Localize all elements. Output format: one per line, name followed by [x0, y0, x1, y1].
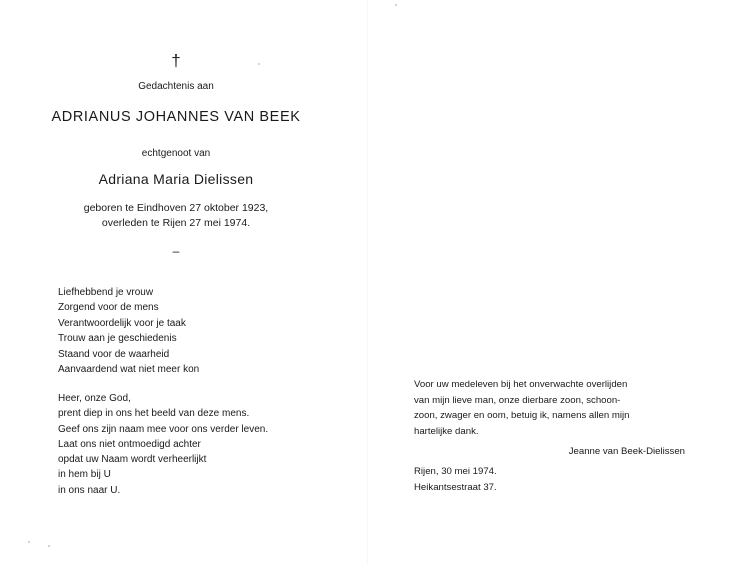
prayer-line: Heer, onze God, — [58, 393, 131, 404]
place-date: Rijen, 30 mei 1974. — [414, 466, 497, 477]
spouse-name: Adriana Maria Dielissen — [98, 171, 254, 187]
signature: Jeanne van Beek-Dielissen — [568, 446, 685, 457]
relation-text: echtgenoot van — [141, 148, 211, 159]
deceased-name: ADRIANUS JOHANNES VAN BEEK — [51, 109, 301, 125]
address: Heikantsestraat 37. — [414, 482, 497, 493]
paper-speck — [395, 4, 397, 6]
separator-dash: – — [172, 244, 180, 258]
prayer-line: in ons naar U. — [58, 484, 121, 496]
thanks-message — [414, 377, 629, 439]
prayer-line: in hem bij U — [58, 469, 111, 481]
poem-line: Staand voor de waarheid — [58, 348, 170, 360]
poem-line: Verantwoordelijk voor je taak — [58, 317, 186, 329]
cross-symbol: † — [171, 51, 181, 70]
paper-speck — [48, 545, 50, 547]
prayer — [58, 391, 268, 498]
paper-speck — [258, 63, 260, 65]
thanks-line: hartelijke dank. — [414, 425, 479, 437]
paper-speck — [28, 541, 30, 543]
thanks-line: van mijn lieve man, onze dierbare zoon, schoon- — [414, 394, 621, 406]
intro-text: Gedachtenis aan — [138, 81, 214, 92]
death-line: overleden te Rijen 27 mei 1974. — [101, 217, 251, 229]
poem-line: Liefhebbend je vrouw — [58, 287, 154, 298]
poem-line: Aanvaardend wat niet meer kon — [58, 364, 200, 376]
poem-line: Zorgend voor de mens — [58, 302, 159, 314]
birth-line: geboren te Eindhoven 27 oktober 1923, — [83, 202, 269, 214]
card-fold-line — [367, 0, 368, 565]
prayer-line: Laat ons niet ontmoedigd achter — [58, 438, 201, 450]
poem-line: Trouw aan je geschiedenis — [58, 333, 177, 345]
prayer-line: Geef ons zijn naam mee voor ons verder leven. — [58, 423, 269, 435]
prayer-line: opdat uw Naam wordt verheerlijkt — [58, 454, 207, 466]
prayer-line: prent diep in ons het beeld van deze mens. — [58, 408, 250, 420]
poem — [58, 285, 199, 377]
thanks-line: Voor uw medeleven bij het onverwachte overlijden — [414, 379, 628, 390]
thanks-line: zoon, zwager en oom, betuig ik, namens allen mijn — [414, 410, 630, 421]
